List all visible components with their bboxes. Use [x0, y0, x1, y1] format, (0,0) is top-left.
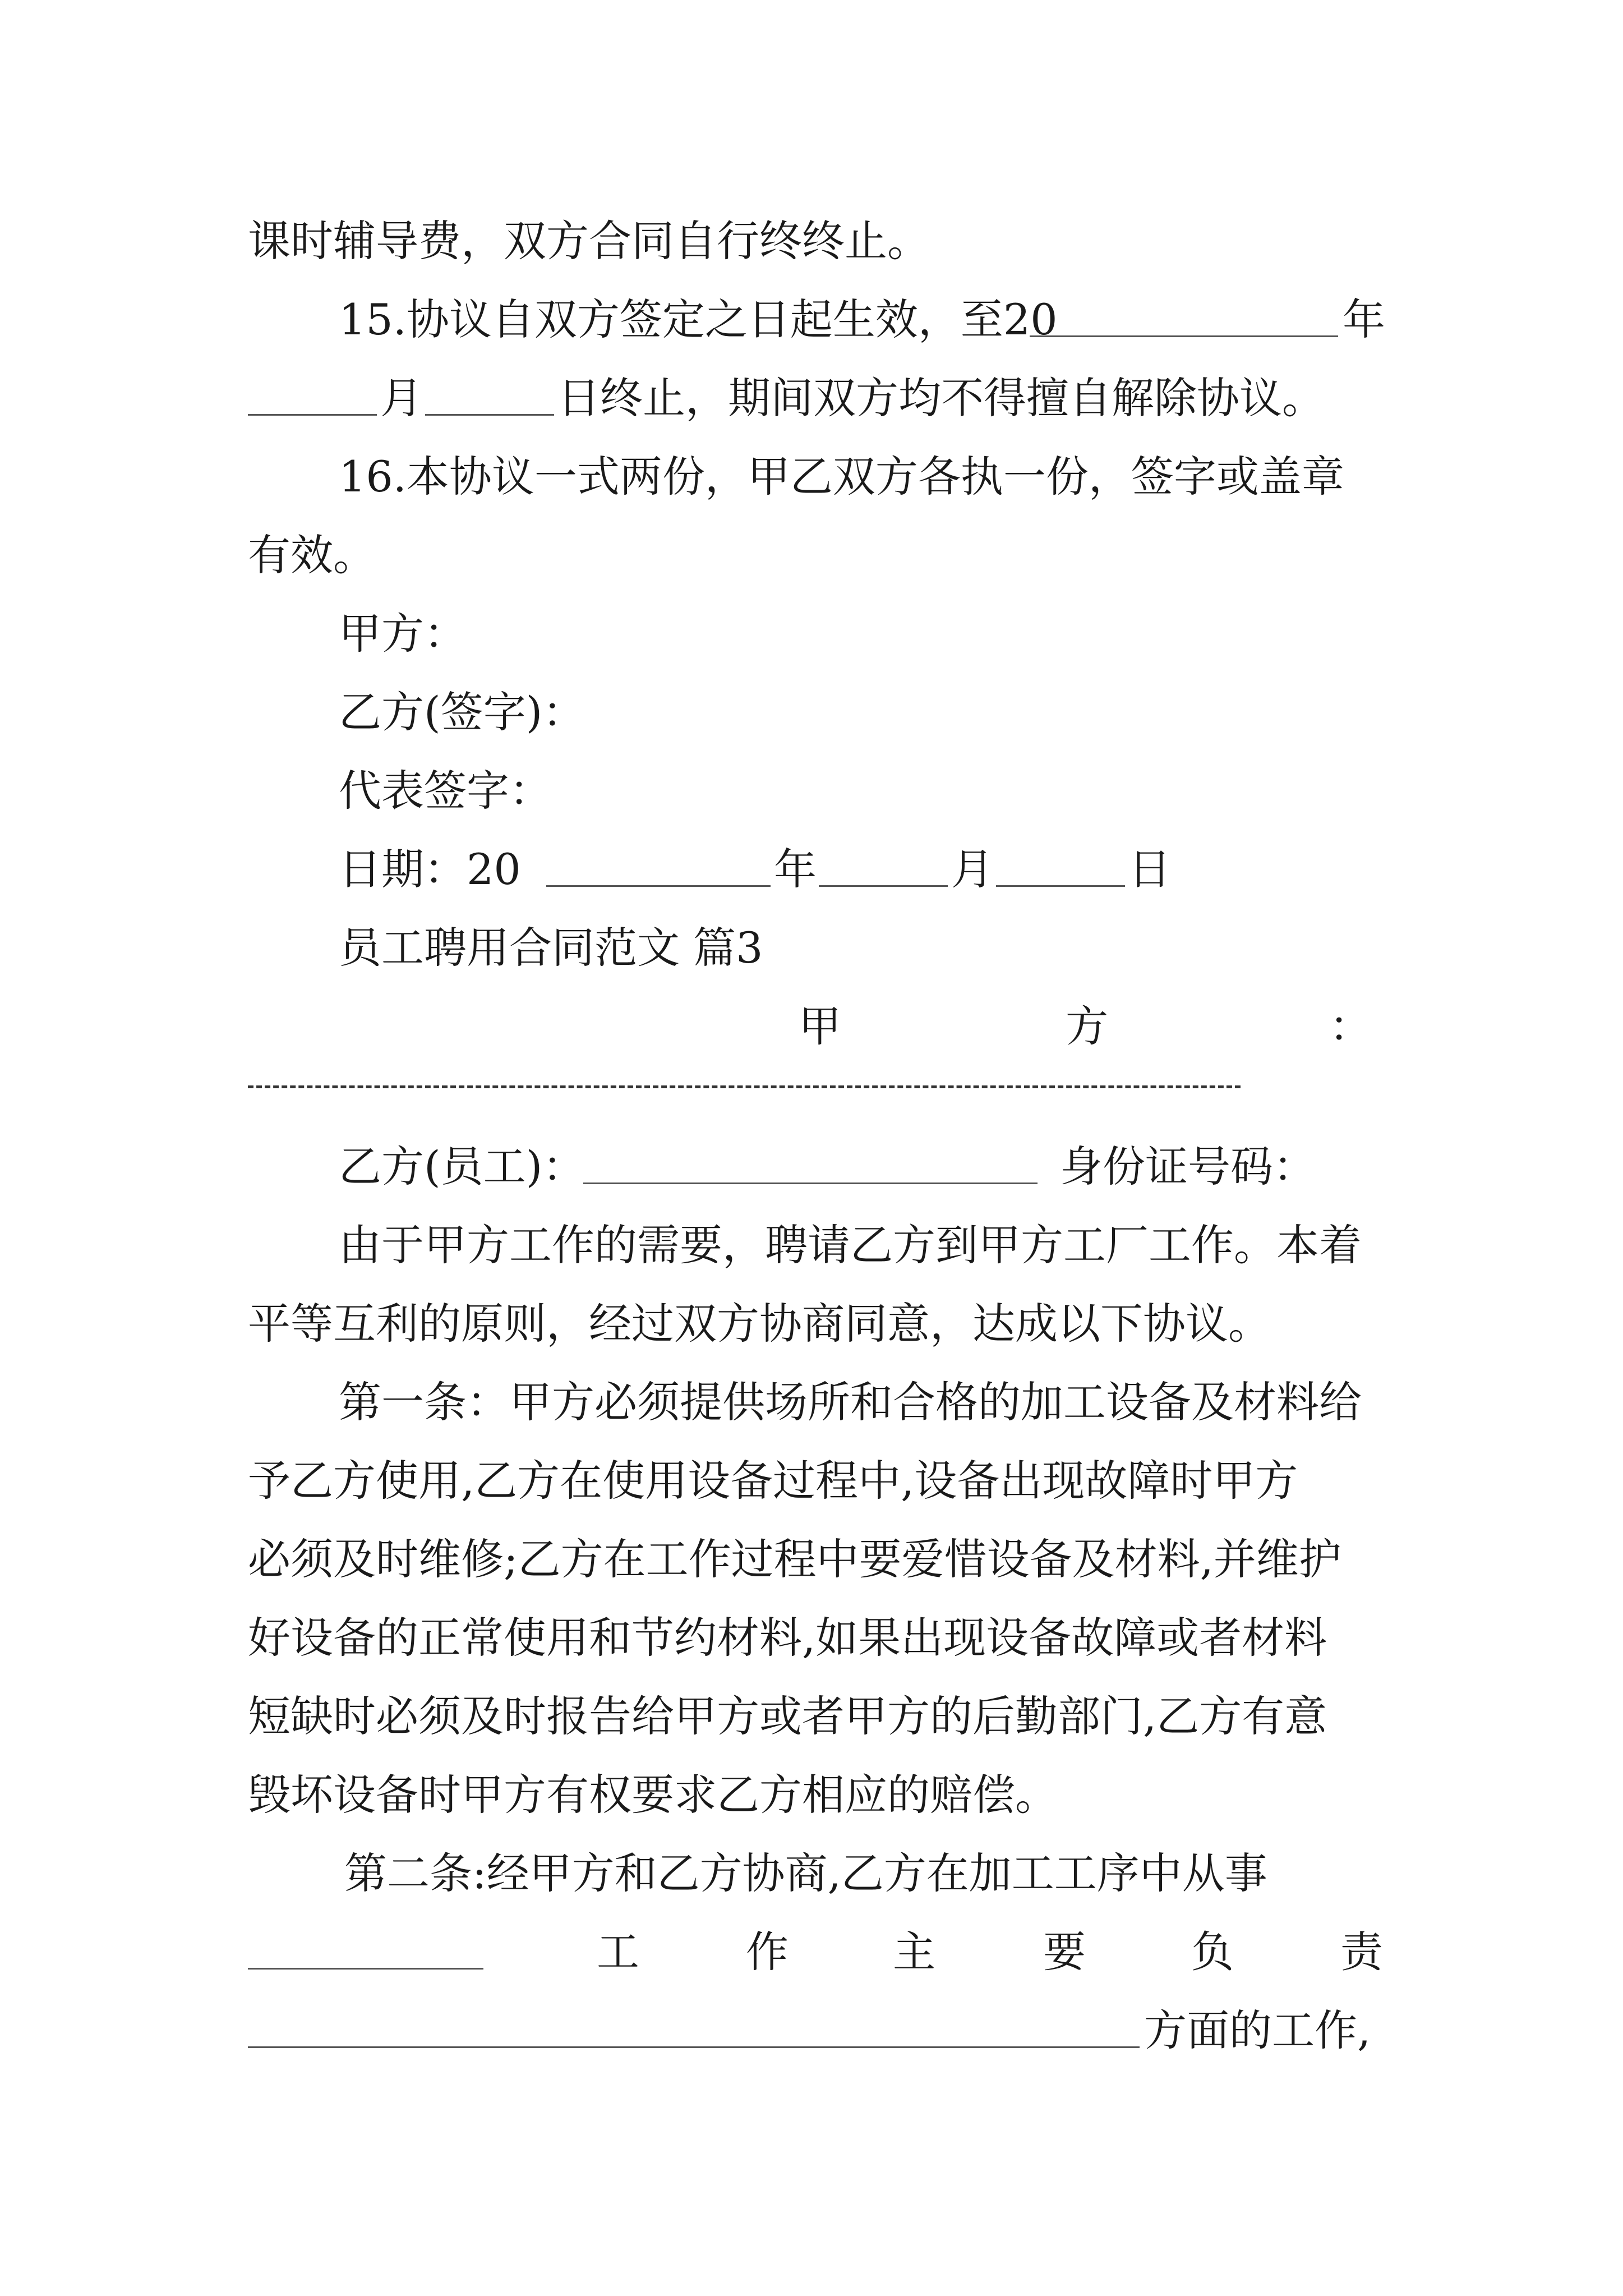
paragraph-text: 年 [1343, 295, 1385, 344]
spaced-char: 工 [597, 1927, 639, 1977]
paragraph-text: 年 [774, 844, 817, 894]
party-b-signature-label: 乙方(签字)： [339, 687, 585, 737]
text-line [0, 909, 1623, 987]
section-heading: 员工聘用合同范文 篇3 [339, 923, 763, 973]
text-line [0, 673, 1623, 752]
text-line [0, 1991, 1623, 2070]
spaced-char: 责 [1340, 1927, 1383, 1977]
id-number-label: 身份证号码： [1060, 1142, 1316, 1191]
blank-underline [248, 1929, 483, 1970]
blank-underline [248, 2007, 1140, 2048]
party-a-title: 甲 [799, 1001, 841, 1051]
blank-underline [546, 846, 771, 887]
paragraph-text: 第二条:经甲方和乙方协商,乙方在加工工序中从事 [344, 1848, 1267, 1898]
paragraph-text: 由于甲方工作的需要，聘请乙方到甲方工厂工作。本着 [339, 1220, 1362, 1270]
paragraph-text: 16.本协议一式两份，甲乙双方各执一份，签字或盖章 [339, 452, 1344, 501]
text-line [0, 1206, 1623, 1285]
paragraph-text: 平等互利的原则，经过双方协商同意，达成以下协议。 [248, 1299, 1271, 1349]
paragraph-text: 有效。 [248, 530, 376, 580]
date-label: 日期：20 [339, 844, 521, 894]
paragraph-text: 毁坏设备时甲方有权要求乙方相应的赔偿。 [248, 1770, 1058, 1820]
text-line [0, 1599, 1623, 1677]
blank-underline [248, 375, 377, 416]
blank-underline [425, 375, 554, 416]
text-line [0, 359, 1623, 438]
blank-underline [996, 846, 1125, 887]
paragraph-text: 日终止，期间双方均不得擅自解除协议。 [557, 373, 1325, 423]
representative-signature-label: 代表签字： [339, 766, 552, 816]
paragraph-text: 第一条：甲方必须提供场所和合格的加工设备及材料给 [339, 1377, 1362, 1427]
text-line [0, 830, 1623, 909]
text-line [0, 595, 1623, 673]
blank-underline [1030, 296, 1338, 337]
spaced-char: 要 [1043, 1927, 1086, 1977]
text-line [0, 1520, 1623, 1599]
text-line [0, 1285, 1623, 1363]
paragraph-text: 好设备的正常使用和节约材料,如果出现设备故障或者材料 [248, 1613, 1327, 1663]
paragraph-text: 予乙方使用,乙方在使用设备过程中,设备出现故障时甲方 [248, 1456, 1298, 1506]
text-line [0, 1128, 1623, 1206]
text-line [0, 438, 1623, 516]
text-line [0, 1756, 1623, 1834]
paragraph-text: 15.协议自双方签定之日起生效，至20 [339, 295, 1058, 344]
party-a-label: 甲方： [339, 609, 467, 659]
text-line [0, 202, 1623, 280]
text-line [0, 1677, 1623, 1756]
spaced-char: 作 [746, 1927, 789, 1977]
paragraph-text: 方面的工作, [1144, 2005, 1371, 2055]
dashed-blank-line [248, 1085, 1241, 1088]
text-line [0, 280, 1623, 359]
paragraph-text: 短缺时必须及时报告给甲方或者甲方的后勤部门,乙方有意 [248, 1691, 1327, 1741]
paragraph-text: 月 [951, 844, 994, 894]
blank-underline [583, 1143, 1038, 1184]
paragraph-text: 月 [380, 373, 423, 423]
blank-underline [819, 846, 948, 887]
paragraph-text: 课时辅导费，双方合同自行终终止。 [248, 216, 930, 266]
text-line [0, 516, 1623, 595]
paragraph-text: 日 [1128, 844, 1171, 894]
party-a-title: ： [1329, 1001, 1372, 1051]
spaced-char: 主 [893, 1927, 935, 1977]
text-line [0, 752, 1623, 830]
spaced-char: 负 [1191, 1927, 1234, 1977]
text-line [0, 987, 1623, 1066]
text-line [0, 1363, 1623, 1442]
paragraph-text: 必须及时维修;乙方在工作过程中要爱惜设备及材料,并维护 [248, 1534, 1341, 1584]
party-a-title: 方 [1066, 1001, 1108, 1051]
text-line [0, 1913, 1623, 1991]
party-b-employee-label: 乙方(员工)： [339, 1142, 585, 1191]
text-line [0, 1834, 1623, 1913]
text-line [0, 1442, 1623, 1520]
